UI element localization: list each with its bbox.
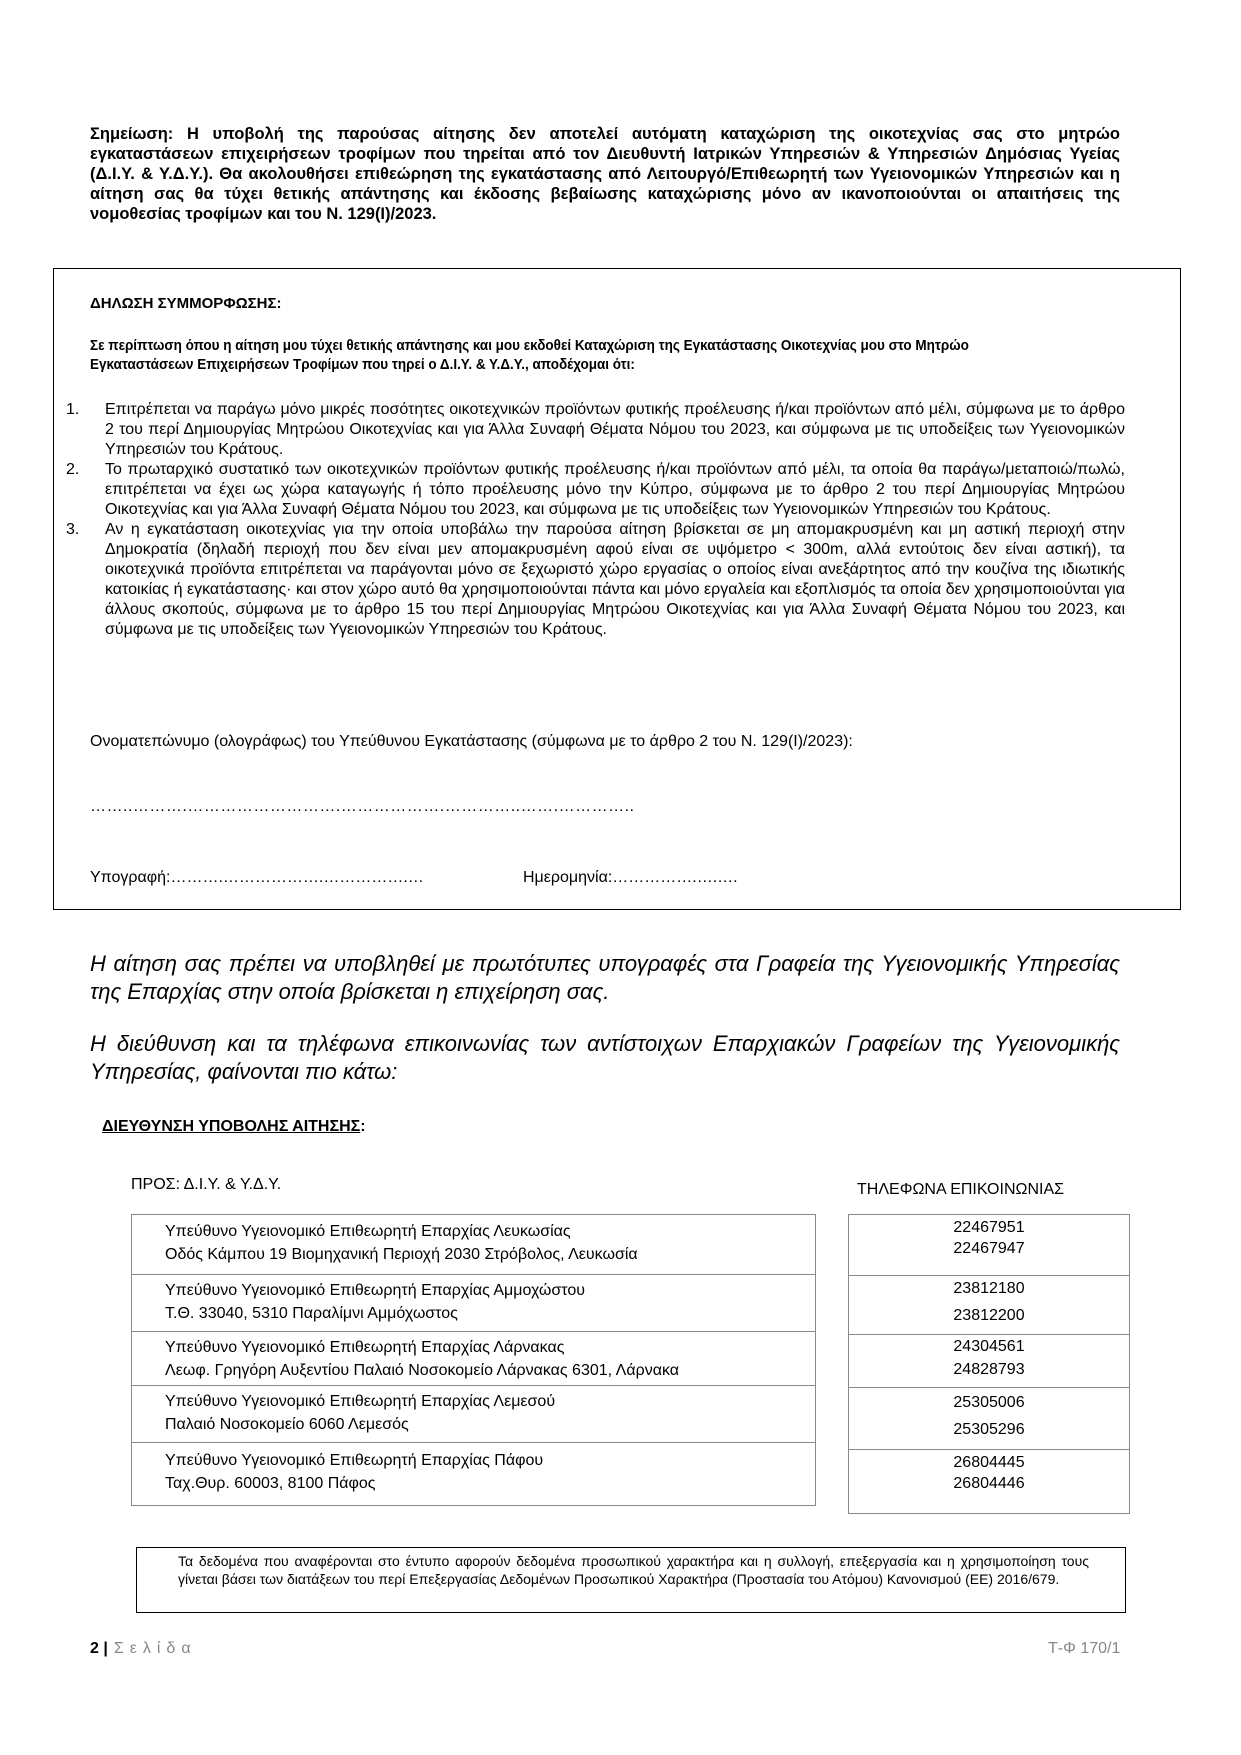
full-name-field[interactable]: ……..……….……………………….……………….…………..…….…………..: [90, 798, 635, 815]
declaration-title: ΔΗΛΩΣΗ ΣΥΜΜΟΡΦΩΣΗΣ:: [90, 295, 282, 312]
office-phone-cell: [849, 1335, 1130, 1388]
recipient-label: ΠΡΟΣ: Δ.Ι.Υ. & Υ.Δ.Υ.: [131, 1176, 282, 1193]
signature-field[interactable]: Υπογραφή:……….……………….…………….…: [90, 869, 424, 886]
declaration-item-number: 2.: [66, 461, 80, 478]
declaration-intro: Σε περίπτωση όπου η αίτηση μου τύχει θετικής απάντησης και μου εκδοθεί Καταχώριση της Εγκατάστασης Οικοτεχνίας μου στο Μητρώο Εγκαταστάσεων Επιχειρήσεων Τροφίμων που τηρεί ο Δ.Ι.Υ. & Υ.Δ.Υ., αποδέχομαι ότι:: [90, 338, 969, 373]
phone-number: 25305296: [953, 1421, 1025, 1438]
submission-address-heading: [102, 1118, 366, 1136]
office-address-cell: [132, 1386, 816, 1443]
submission-note: Σημείωση: Η υποβολή της παρούσας αίτησης δεν αποτελεί αυτόματη καταχώριση της οικοτεχνίας σας στο μητρώο εγκαταστάσεων επιχειρήσεων τροφίμων που τηρείται από τον Διευθυντή Ιατρικών Υπηρεσιών & Υπηρεσιών Δημόσιας Υγείας (Δ.Ι.Υ. & Υ.Δ.Υ.). Θα ακολουθήσει επιθεώρηση της εγκατάστασης από Λειτουργό/Επιθεωρητή των Υγειονομικών Υπηρεσιών και η αίτηση σας θα τύχει θετικής απάντησης και έκδοσης βεβαίωσης καταχώρισης μόνο αν ικανοποιούνται οι απαιτήσεις της νομοθεσίας τροφίμων και του Ν. 129(Ι)/2023.: [90, 125, 1120, 223]
office-title: Υπεύθυνο Υγειονομικό Επιθεωρητή Επαρχίας Λευκωσίας: [165, 1223, 571, 1240]
office-phone-cell: [849, 1215, 1130, 1276]
submission-address-heading-colon: :: [360, 1118, 366, 1135]
declaration-item-text: Το πρωταρχικό συστατικό των οικοτεχνικών προϊόντων φυτικής προέλευσης ή/και προϊόντων από μέλι, τα οποία θα παράγω/μεταποιώ/πωλώ, επιτρέπεται να έχει ως χώρα καταγωγής ή τόπο προέλευσης μόνο την Κύπρο, σύμφωνα με το άρθρο 2 του περί Δημιουργίας Μητρώου Οικοτεχνίας και για Άλλα Συναφή Θέματα Νόμου του 2023, και σύμφωνα με τις υποδείξεις των Υγειονομικών Υπηρεσιών του Κράτους.: [105, 461, 1125, 518]
office-address-cell: [132, 1275, 816, 1332]
declaration-item: [54, 400, 1182, 460]
declaration-item: [54, 460, 1182, 520]
office-title: Υπεύθυνο Υγειονομικό Επιθεωρητή Επαρχίας Λάρνακας: [165, 1339, 565, 1356]
table-row: [132, 1443, 816, 1506]
declaration-item-number: 1.: [66, 401, 80, 418]
table-row: [849, 1450, 1130, 1514]
original-signatures-instruction: Η αίτηση σας πρέπει να υποβληθεί με πρωτότυπες υπογραφές στα Γραφεία της Υγειονομικής Υπηρεσίας της Επαρχίας στην οποία βρίσκεται η επιχείρηση σας.: [90, 951, 1120, 1004]
office-phone-cell: [849, 1450, 1130, 1514]
table-row: [132, 1215, 816, 1275]
declaration-item: [54, 520, 1182, 640]
submission-address-heading-text: ΔΙΕΥΘΥΝΣΗ ΥΠΟΒΟΛΗΣ ΑΙΤΗΣΗΣ: [102, 1118, 361, 1135]
page-word: Σελίδα: [113, 1640, 197, 1657]
phone-number: 24304561: [953, 1338, 1025, 1355]
table-row: [132, 1332, 816, 1386]
page-number-value: 2 |: [90, 1640, 108, 1657]
office-address-cell: [132, 1332, 816, 1386]
office-title: Υπεύθυνο Υγειονομικό Επιθεωρητή Επαρχίας Πάφου: [165, 1452, 544, 1469]
office-address: Ταχ.Θυρ. 60003, 8100 Πάφος: [165, 1475, 376, 1492]
offices-address-table: [131, 1214, 816, 1506]
table-row: [132, 1275, 816, 1332]
page-number: [90, 1640, 197, 1658]
table-row: [849, 1276, 1130, 1335]
phone-number: 23812200: [953, 1307, 1025, 1324]
form-code: Τ-Φ 170/1: [1048, 1640, 1121, 1657]
office-phone-cell: [849, 1276, 1130, 1335]
phones-heading: ΤΗΛΕΦΩΝΑ ΕΠΙΚΟΙΝΩΝΙΑΣ: [857, 1181, 1065, 1198]
declaration-list: [54, 400, 1182, 640]
table-row: [849, 1388, 1130, 1450]
declaration-item-text: Αν η εγκατάσταση οικοτεχνίας για την οποία υποβάλω την παρούσα αίτηση βρίσκεται σε μη απομακρυσμένη και μη αστική περιοχή στην Δημοκρατία (δηλαδή περιοχή που δεν είναι μεν απομακρυσμένη αφού είναι σε υψόμετρο < 300m, αλλά εντούτοις δεν είναι αστική), τα οικοτεχνικά προϊόντα επιτρέπεται να παράγονται μόνο σε ξεχωριστό χώρο εργασίας ο οποίος είναι ανεξάρτητος από την κουζίνα της ιδιωτικής κατοικίας ή εγκατάστασης· και στον χώρο αυτό θα χρησιμοποιούνται πάντα και μόνο εργαλεία και εξοπλισμός τα οποία δεν χρησιμοποιούνται για άλλους σκοπούς, σύμφωνα με το άρθρο 15 του περί Δημιουργίας Μητρώου Οικοτεχνίας και για Άλλα Συναφή Θέματα Νόμου του 2023, και σύμφωνα με τις υποδείξεις των Υγειονομικών Υπηρεσιών του Κράτους.: [105, 521, 1125, 638]
declaration-item-number: 3.: [66, 521, 80, 538]
compliance-declaration-box: [53, 268, 1181, 910]
phone-number: 26804445: [953, 1454, 1025, 1471]
office-address: Λεωφ. Γρηγόρη Αυξεντίου Παλαιό Νοσοκομείο Λάρνακας 6301, Λάρνακα: [165, 1362, 679, 1379]
office-address-cell: [132, 1443, 816, 1506]
offices-phone-table: [848, 1214, 1130, 1514]
phone-number: 23812180: [953, 1280, 1025, 1297]
declaration-item-text: Επιτρέπεται να παράγω μόνο μικρές ποσότητες οικοτεχνικών προϊόντων φυτικής προέλευσης ή/και προϊόντων από μέλι, σύμφωνα με το άρθρο 2 του περί Δημιουργίας Μητρώου Οικοτεχνίας και για Άλλα Συναφή Θέματα Νόμου του 2023, και σύμφωνα με τις υποδείξεις των Υγειονομικών Υπηρεσιών του Κράτους.: [105, 401, 1125, 458]
table-row: [132, 1386, 816, 1443]
contact-info-instruction: Η διεύθυνση και τα τηλέφωνα επικοινωνίας των αντίστοιχων Επαρχιακών Γραφείων της Υγειονομικής Υπηρεσίας, φαίνονται πιο κάτω:: [90, 1031, 1120, 1084]
office-address: Παλαιό Νοσοκομείο 6060 Λεμεσός: [165, 1416, 409, 1433]
data-protection-notice: Τα δεδομένα που αναφέρονται στο έντυπο αφορούν δεδομένα προσωπικού χαρακτήρα και η συλλογή, επεξεργασία και η χρησιμοποίηση τους γίνεται βάσει των διατάξεων του περί Επεξεργασίας Δεδομένων Προσωπικού Χαρακτήρα (Προστασία του Ατόμου) Κανονισμού (ΕΕ) 2016/679.: [136, 1547, 1126, 1613]
table-row: [849, 1335, 1130, 1388]
office-address: Οδός Κάμπου 19 Βιομηχανική Περιοχή 2030 Στρόβολος, Λευκωσία: [165, 1246, 638, 1263]
office-address: Τ.Θ. 33040, 5310 Παραλίμνι Αμμόχωστος: [165, 1305, 458, 1322]
office-phone-cell: [849, 1388, 1130, 1450]
phone-number: 22467947: [953, 1240, 1025, 1257]
phone-number: 25305006: [953, 1394, 1025, 1411]
office-address-cell: [132, 1215, 816, 1275]
date-field[interactable]: Ημερομηνία:…………….….….: [523, 869, 738, 886]
table-row: [849, 1215, 1130, 1276]
full-name-label: Ονοματεπώνυμο (ολογράφως) του Υπεύθυνου Εγκατάστασης (σύμφωνα με το άρθρο 2 του Ν. 129(Ι)/2023):: [90, 733, 853, 750]
phone-number: 22467951: [953, 1219, 1025, 1236]
office-title: Υπεύθυνο Υγειονομικό Επιθεωρητή Επαρχίας Λεμεσού: [165, 1393, 556, 1410]
phone-number: 24828793: [953, 1361, 1025, 1378]
phone-number: 26804446: [953, 1475, 1025, 1492]
office-title: Υπεύθυνο Υγειονομικό Επιθεωρητή Επαρχίας Αμμοχώστου: [165, 1282, 586, 1299]
